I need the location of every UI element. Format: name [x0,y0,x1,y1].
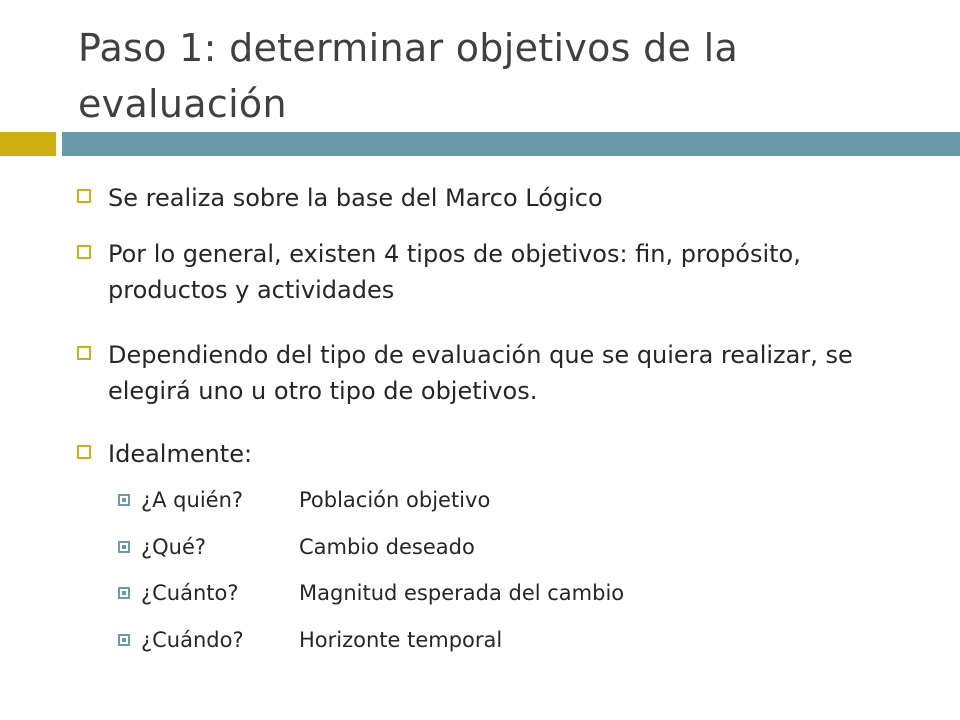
bullet-item: Por lo general, existen 4 tipos de objetivos: fin, propósito, productos y actividades [108,240,801,304]
sub-bullet-question: ¿Cuánto? [141,581,239,605]
bullet-item: Dependiendo del tipo de evaluación que se quiera realizar, se elegirá uno u otro tipo de objetivos. [108,341,853,405]
slide-title: Paso 1: determinar objetivos de la evaluación [78,26,739,126]
hollow-square-icon [77,346,91,360]
hollow-square-icon [77,445,91,459]
bullet-item: Idealmente: [108,440,253,468]
sub-bullet-answer: Horizonte temporal [299,628,503,652]
boxed-square-icon [118,587,130,599]
sub-bullet-question: ¿Cuándo? [141,628,244,652]
sub-bullet-answer: Población objetivo [299,488,491,512]
sub-bullet-question: ¿Qué? [141,535,207,559]
hollow-square-icon [77,245,91,259]
hollow-square-icon [77,189,91,203]
bullet-item: Se realiza sobre la base del Marco Lógico [108,184,603,212]
boxed-square-icon [118,494,130,506]
boxed-square-icon [118,541,130,553]
sub-bullet-question: ¿A quién? [141,488,244,512]
boxed-square-icon [118,634,130,646]
sub-bullet-answer: Cambio deseado [299,535,475,559]
sub-bullet-answer: Magnitud esperada del cambio [299,581,625,605]
